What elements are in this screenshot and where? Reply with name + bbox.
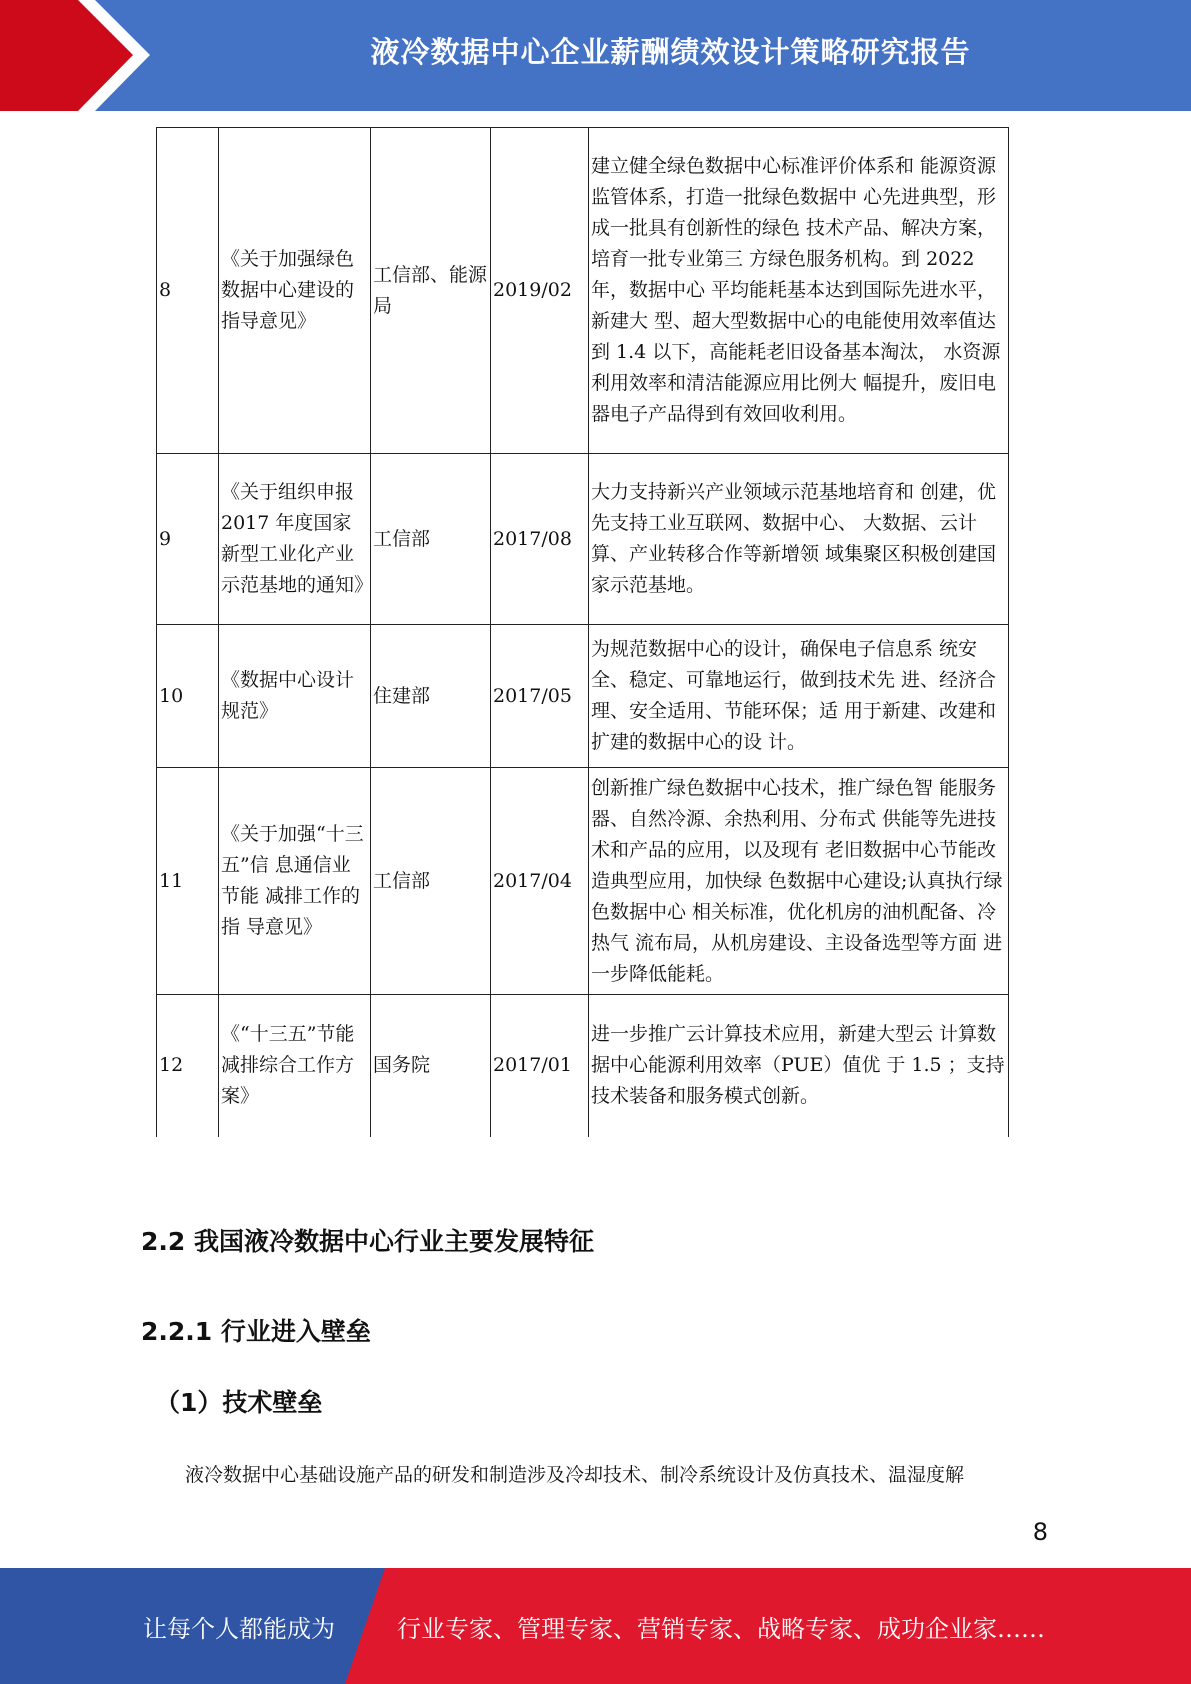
issue-date: 2017/01 bbox=[491, 995, 589, 1137]
issue-date: 2017/04 bbox=[491, 768, 589, 995]
page-footer bbox=[0, 1568, 1191, 1684]
table-row bbox=[157, 128, 1009, 454]
footer-slogan-left: 让每个人都能成为 bbox=[143, 1614, 335, 1643]
policy-table bbox=[156, 127, 1009, 1137]
row-number: 11 bbox=[157, 768, 219, 995]
page-number: 8 bbox=[1032, 1518, 1048, 1546]
section-heading: 2.2 我国液冷数据中心行业主要发展特征 bbox=[141, 1227, 594, 1256]
issuing-department: 住建部 bbox=[371, 625, 491, 768]
policy-description: 创新推广绿色数据中心技术，推广绿色智 能服务器、自然冷源、余热利用、分布式 供能等先进技术和产品的应用，以及现有 老旧数据中心节能改造典型应用，加快绿 色数据中心建设;认真执行绿色数据中心 相关标准，优化机房的油机配备、冷热气 流布局，从机房建设、主设备选型等方面 进一步降低能耗。 bbox=[589, 768, 1009, 995]
report-title: 液冷数据中心企业薪酬绩效设计策略研究报告 bbox=[370, 34, 971, 69]
policy-name: 《数据中心设计规范》 bbox=[219, 625, 371, 768]
body-paragraph: 液冷数据中心基础设施产品的研发和制造涉及冷却技术、制冷系统设计及仿真技术、温湿度解 bbox=[185, 1464, 965, 1486]
row-number: 10 bbox=[157, 625, 219, 768]
issue-date: 2019/02 bbox=[491, 128, 589, 454]
policy-description: 大力支持新兴产业领域示范基地培育和 创建，优先支持工业互联网、数据中心、 大数据、云计算、产业转移合作等新增领 域集聚区积极创建国家示范基地。 bbox=[589, 454, 1009, 625]
row-number: 9 bbox=[157, 454, 219, 625]
subsection-heading: 2.2.1 行业进入壁垒 bbox=[141, 1317, 371, 1346]
issuing-department: 工信部、能源局 bbox=[371, 128, 491, 454]
issuing-department: 工信部 bbox=[371, 768, 491, 995]
policy-description: 进一步推广云计算技术应用，新建大型云 计算数据中心能源利用效率（PUE）值优 于 1.5 ；支持技术装备和服务模式创新。 bbox=[589, 995, 1009, 1137]
table-row bbox=[157, 768, 1009, 995]
table-row bbox=[157, 995, 1009, 1137]
table-row bbox=[157, 454, 1009, 625]
issue-date: 2017/08 bbox=[491, 454, 589, 625]
row-number: 8 bbox=[157, 128, 219, 454]
sub-subsection-heading: （1）技术壁垒 bbox=[155, 1388, 323, 1417]
policy-name: 《关于加强“十三五”信 息通信业节能 减排工作的指 导意见》 bbox=[219, 768, 371, 995]
issuing-department: 工信部 bbox=[371, 454, 491, 625]
row-number: 12 bbox=[157, 995, 219, 1137]
footer-slogan-right: 行业专家、管理专家、营销专家、战略专家、成功企业家…… bbox=[397, 1614, 1045, 1643]
policy-description: 建立健全绿色数据中心标准评价体系和 能源资源监管体系，打造一批绿色数据中 心先进典型，形成一批具有创新性的绿色 技术产品、解决方案，培育一批专业第三 方绿色服务机构。到 2022 年，数据中心 平均能耗基本达到国际先进水平，新建大 型、超大型数据中心的电能使用效率值达 到 1.4 以下，高能耗老旧设备基本淘汰， 水资源利用效率和清洁能源应用比例大 幅提升，废旧电器电子产品得到有效回收利用。 bbox=[589, 128, 1009, 454]
issue-date: 2017/05 bbox=[491, 625, 589, 768]
policy-name: 《“十三五”节能减排综合工作方案》 bbox=[219, 995, 371, 1137]
table-row bbox=[157, 625, 1009, 768]
policy-description: 为规范数据中心的设计，确保电子信息系 统安全、稳定、可靠地运行，做到技术先 进、经济合理、安全适用、节能环保；适 用于新建、改建和扩建的数据中心的设 计。 bbox=[589, 625, 1009, 768]
page-header bbox=[0, 0, 1191, 111]
policy-name: 《关于组织申报 2017 年度国家新型工业化产业示范基地的通知》 bbox=[219, 454, 371, 625]
issuing-department: 国务院 bbox=[371, 995, 491, 1137]
policy-name: 《关于加强绿色数据中心建设的指导意见》 bbox=[219, 128, 371, 454]
